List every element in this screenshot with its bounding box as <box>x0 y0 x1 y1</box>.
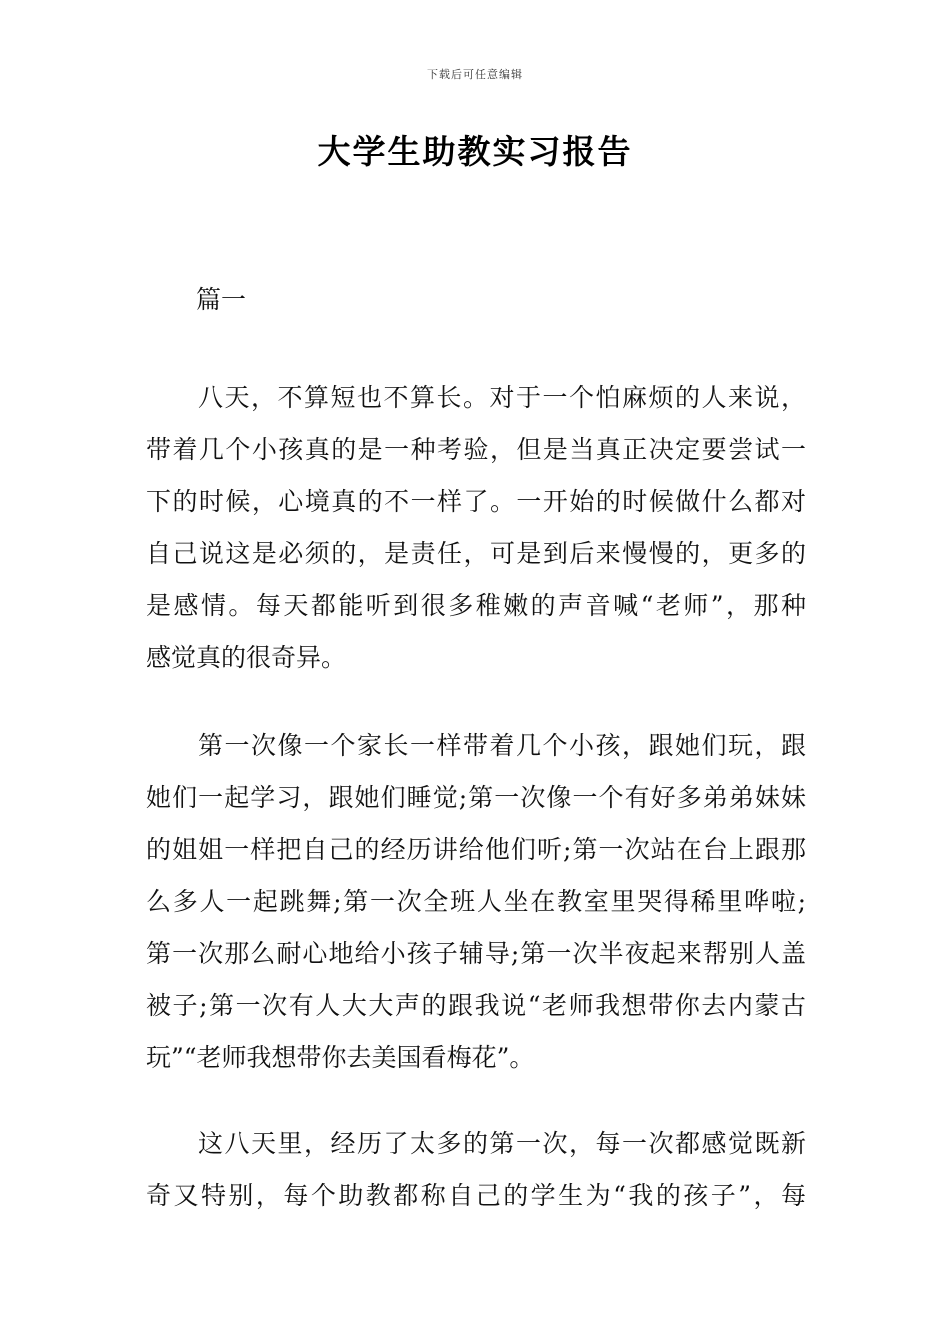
paragraph-line: 被子;第一次有人大大声的跟我说“老师我想带你去内蒙古 <box>146 991 806 1020</box>
document-title: 大学生助教实习报告 <box>317 132 633 171</box>
paragraph-line: 八天，不算短也不算长。对于一个怕麻烦的人来说， <box>198 383 806 412</box>
paragraph-3 <box>146 1118 806 1222</box>
paragraph-line: 她们一起学习，跟她们睡觉;第一次像一个有好多弟弟妹妹 <box>146 783 806 812</box>
paragraph-line: 第一次那么耐心地给小孩子辅导;第一次半夜起来帮别人盖 <box>146 939 806 968</box>
paragraph-line: 自己说这是必须的，是责任，可是到后来慢慢的，更多的 <box>146 539 806 568</box>
paragraph-line: 是感情。每天都能听到很多稚嫩的声音喊“老师”，那种 <box>146 591 806 620</box>
paragraph-line: 的姐姐一样把自己的经历讲给他们听;第一次站在台上跟那 <box>146 835 806 864</box>
header-note: 下载后可任意编辑 <box>427 68 523 81</box>
paragraph-1 <box>146 372 806 684</box>
paragraph-line: 下的时候，心境真的不一样了。一开始的时候做什么都对 <box>146 487 806 516</box>
paragraph-line: 第一次像一个家长一样带着几个小孩，跟她们玩，跟 <box>198 731 806 760</box>
paragraph-line: 么多人一起跳舞;第一次全班人坐在教室里哭得稀里哗啦; <box>146 887 806 916</box>
paragraph-line: 这八天里，经历了太多的第一次，每一次都感觉既新 <box>198 1129 806 1158</box>
paragraph-line: 奇又特别，每个助教都称自己的学生为“我的孩子”，每 <box>146 1181 806 1210</box>
paragraph-2 <box>146 720 806 1084</box>
paragraph-line: 感觉真的很奇异。 <box>146 643 347 672</box>
section-heading: 篇一 <box>196 285 247 314</box>
paragraph-line: 玩”“老师我想带你去美国看梅花”。 <box>146 1043 535 1072</box>
paragraph-line: 带着几个小孩真的是一种考验，但是当真正决定要尝试一 <box>146 435 806 464</box>
